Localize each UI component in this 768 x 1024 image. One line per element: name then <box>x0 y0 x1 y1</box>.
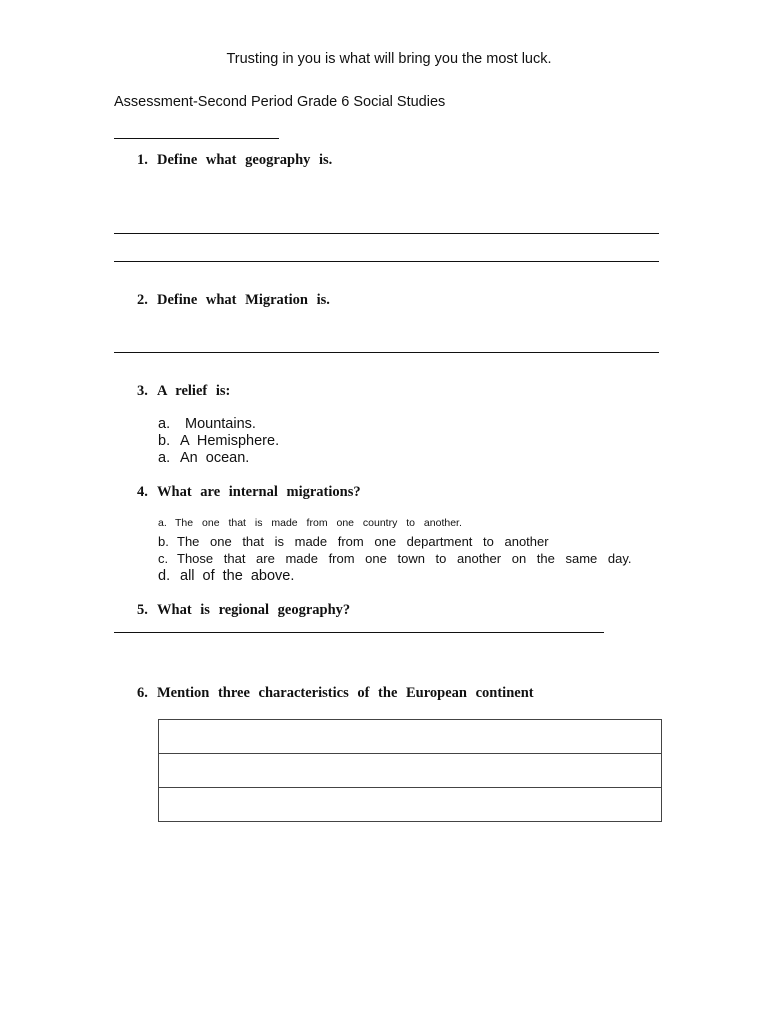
option-letter: a. <box>158 416 171 432</box>
option-text: Mountains. <box>185 416 256 432</box>
option-letter: a. <box>158 450 171 466</box>
option-text: all of the above. <box>180 568 295 584</box>
question-4-option <box>158 517 462 529</box>
question-number: 4. <box>137 484 148 500</box>
option-letter: b. <box>158 534 169 549</box>
question-number: 6. <box>137 685 148 701</box>
answer-line <box>114 352 659 353</box>
question-3-option <box>158 416 256 432</box>
question-text: Mention three characteristics of the European continent <box>157 685 534 701</box>
answer-line <box>114 261 659 262</box>
option-text: The one that is made from one department to another <box>177 534 549 549</box>
option-text: The one that is made from one country to another. <box>175 517 462 529</box>
answer-line <box>114 632 604 633</box>
answer-cell <box>159 754 662 788</box>
question-text: A relief is: <box>157 383 231 399</box>
question-text: Define what geography is. <box>157 152 333 168</box>
question-number: 3. <box>137 383 148 399</box>
question-text: What is regional geography? <box>157 602 351 618</box>
assessment-heading: Assessment-Second Period Grade 6 Social Studies <box>114 94 446 110</box>
question-4-option <box>158 568 294 584</box>
option-text: An ocean. <box>180 450 250 466</box>
answer-cell <box>159 788 662 822</box>
option-text: A Hemisphere. <box>180 433 280 449</box>
question-text: Define what Migration is. <box>157 292 330 308</box>
question-2 <box>137 292 330 309</box>
option-letter: b. <box>158 433 171 449</box>
question-5 <box>137 602 350 619</box>
question-number: 5. <box>137 602 148 618</box>
question-4-option <box>158 551 631 566</box>
option-text: Those that are made from one town to another on the same day. <box>177 551 632 566</box>
characteristics-answer-table <box>158 719 662 822</box>
question-6 <box>137 685 534 702</box>
question-text: What are internal migrations? <box>157 484 361 500</box>
question-number: 2. <box>137 292 148 308</box>
option-letter: a. <box>158 517 167 529</box>
question-4 <box>137 484 361 501</box>
question-3 <box>137 383 230 400</box>
table-row <box>159 754 662 788</box>
question-1 <box>137 152 332 169</box>
question-3-option <box>158 450 249 466</box>
option-letter: d. <box>158 568 171 584</box>
question-4-option <box>158 534 549 549</box>
table-row <box>159 788 662 822</box>
question-number: 1. <box>137 152 148 168</box>
name-line <box>114 138 279 139</box>
option-letter: c. <box>158 551 169 566</box>
question-3-option <box>158 433 279 449</box>
answer-line <box>114 233 659 234</box>
answer-cell <box>159 720 662 754</box>
table-row <box>159 720 662 754</box>
motto: Trusting in you is what will bring you the most luck. <box>226 51 552 67</box>
